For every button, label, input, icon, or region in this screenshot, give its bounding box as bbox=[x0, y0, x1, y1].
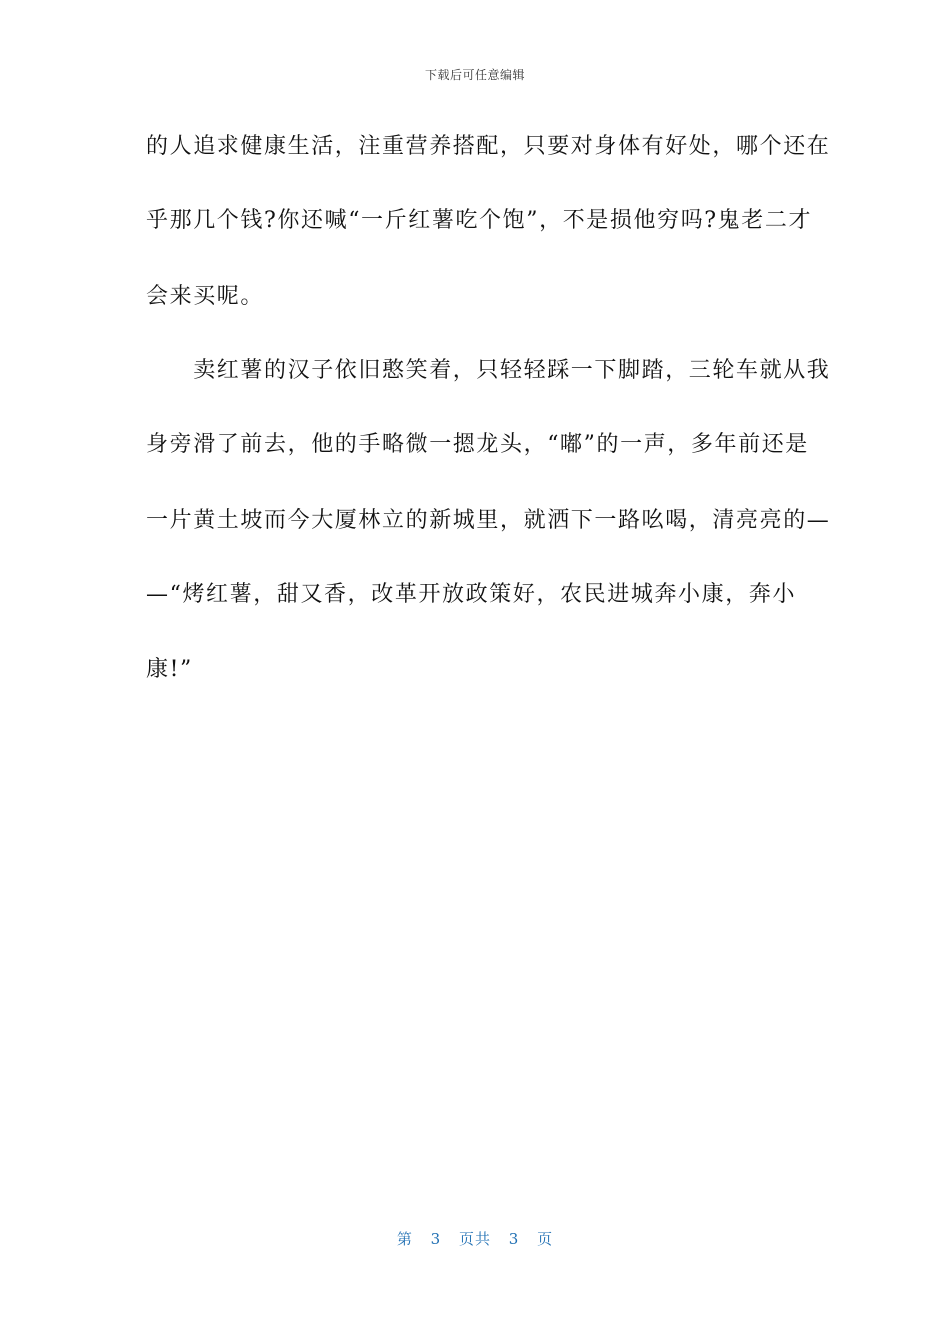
page-footer bbox=[0, 1228, 950, 1249]
body-line: 一片黄土坡而今大厦林立的新城里，就洒下一路吆喝，清亮亮的— bbox=[146, 508, 831, 533]
footer-page-number: 3 bbox=[430, 1230, 442, 1248]
page-header: 下载后可任意编辑 bbox=[424, 68, 525, 82]
footer-suffix: 页 bbox=[537, 1230, 554, 1248]
footer-middle: 页共 bbox=[458, 1230, 491, 1248]
body-line: 会来买呢。 bbox=[146, 284, 265, 309]
footer-total-pages: 3 bbox=[508, 1230, 520, 1248]
body-line: 康!” bbox=[146, 657, 193, 682]
body-line: 乎那几个钱?你还喊“一斤红薯吃个饱”，不是损他穷吗?鬼老二才 bbox=[146, 208, 813, 233]
body-line: 身旁滑了前去，他的手略微一摁龙头，“嘟”的一声，多年前还是 bbox=[146, 432, 809, 457]
body-line: —“烤红薯，甜又香，改革开放政策好，农民进城奔小康，奔小 bbox=[146, 582, 797, 607]
body-line: 卖红薯的汉子依旧憨笑着，只轻轻踩一下脚踏，三轮车就从我 bbox=[146, 358, 831, 383]
footer-prefix: 第 bbox=[396, 1230, 413, 1248]
body-line: 的人追求健康生活，注重营养搭配，只要对身体有好处，哪个还在 bbox=[146, 134, 831, 159]
